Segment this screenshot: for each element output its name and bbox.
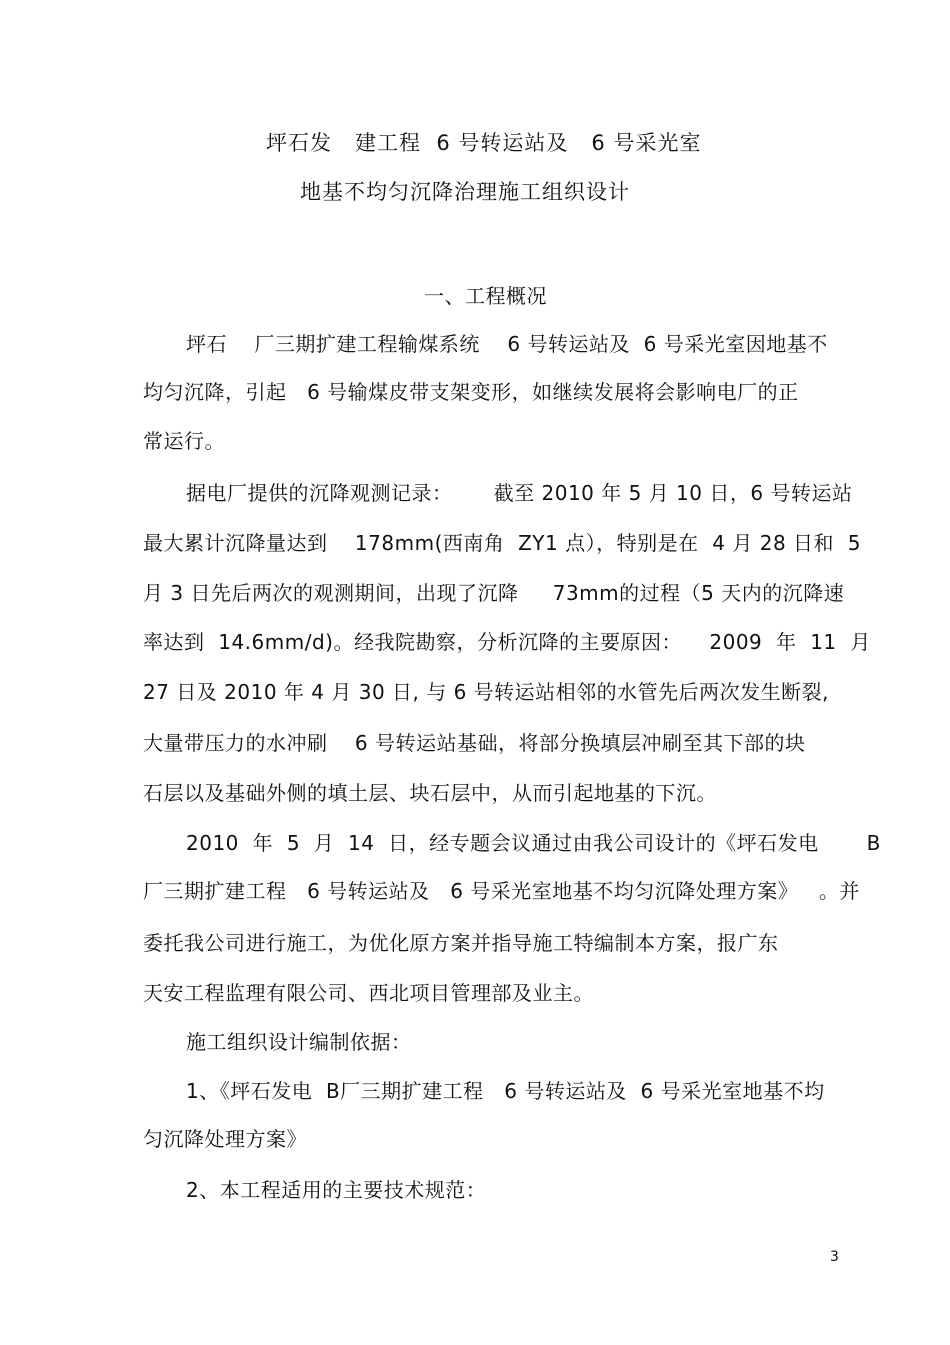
paragraph-line: 委托我公司进行施工，为优化原方案并指导施工特编制本方案，报广东 (143, 931, 779, 955)
paragraph-line: 均匀沉降，引起 6 号输煤皮带支架变形，如继续发展将会影响电厂的正 (143, 380, 799, 404)
paragraph-line: 率达到 14.6mm/d)。经我院勘察，分析沉降的主要原因： 2009 年 11 月 (143, 630, 871, 654)
paragraph-line: 厂三期扩建工程 6 号转运站及 6 号采光室地基不均匀沉降处理方案》 。并 (143, 879, 860, 903)
section-heading: 一、工程概况 (424, 284, 547, 308)
paragraph-line: 2010 年 5 月 14 日，经专题会议通过由我公司设计的《坪石发电 B (186, 831, 881, 855)
paragraph-line: 天安工程监理有限公司、西北项目管理部及业主。 (143, 981, 594, 1005)
list-item: 1、《坪石发电 B厂三期扩建工程 6 号转运站及 6 号采光室地基不均 (186, 1079, 825, 1103)
paragraph-line: 最大累计沉降量达到 178mm(西南角 ZY1 点），特别是在 4 月 28 日和 5 (143, 531, 861, 555)
paragraph-line: 坪石 厂三期扩建工程输煤系统 6 号转运站及 6 号采光室因地基不 (186, 332, 828, 356)
paragraph-line: 月 3 日先后两次的观测期间，出现了沉降 73mm的过程（5 天内的沉降速 (143, 581, 845, 605)
basis-heading: 施工组织设计编制依据： (186, 1030, 412, 1054)
page-number: 3 (830, 1249, 839, 1265)
paragraph-line: 大量带压力的水冲刷 6 号转运站基础，将部分换填层冲刷至其下部的块 (143, 731, 806, 755)
list-item: 2、本工程适用的主要技术规范： (186, 1178, 487, 1202)
title-line-2: 地基不均匀沉降治理施工组织设计 (300, 180, 630, 204)
title-line-1: 坪石发 建工程 6 号转运站及 6 号采光室 (266, 131, 702, 155)
paragraph-line: 常运行。 (143, 429, 225, 453)
paragraph-line: 据电厂提供的沉降观测记录： 截至 2010 年 5 月 10 日，6 号转运站 (186, 481, 853, 505)
paragraph-line: 石层以及基础外侧的填土层、块石层中，从而引起地基的下沉。 (143, 781, 717, 805)
list-item-continuation: 匀沉降处理方案》 (143, 1127, 307, 1151)
paragraph-line: 27 日及 2010 年 4 月 30 日, 与 6 号转运站相邻的水管先后两次发生断裂, (143, 680, 830, 704)
